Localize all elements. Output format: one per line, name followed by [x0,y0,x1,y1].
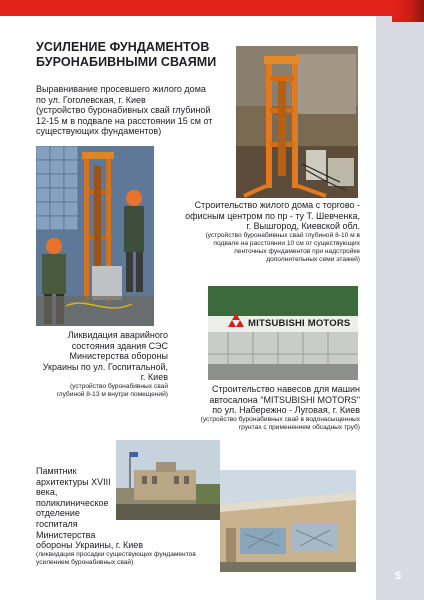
caption-ses [36,330,168,399]
caption-note: усилением буронабивных свай) [36,558,134,566]
page-title [36,40,236,70]
caption-text: Строительство жилого дома с торгово - [194,200,360,210]
caption-vyshgorod [150,200,360,264]
caption-text: архитектуры XVIII [36,476,111,487]
drilling-rig-outdoor-image [236,46,358,198]
caption-text: 12-15 м в подвале на расстоянии 15 см от [36,115,213,126]
mitsubishi-showroom-image [208,286,358,380]
caption-text: г. Вышгород, Киевской обл. [246,221,360,232]
caption-mitsubishi [176,384,360,432]
title-line-2: БУРОНАБИВНЫМИ СВАЯМИ [36,55,217,69]
caption-text: Строительство навесов для машин [212,384,360,394]
caption-text: Министерства [36,529,96,540]
top-red-bar [0,0,424,16]
caption-note: (устройство буронабивных свай [69,382,168,390]
caption-note: дополнительных семи этажей) [266,255,360,263]
corner-accent [392,0,424,22]
caption-text: г. Киев [140,372,168,383]
caption-text: Министерства обороны [69,351,168,362]
photo-building-mosaic [220,470,356,572]
caption-note: грунтах с применением обсадных труб) [238,423,360,431]
mitsubishi-sign-text: MITSUBISHI MOTORS [248,318,351,329]
caption-note: глубиной 8-13 м внутри помещений) [56,390,168,398]
caption-note: (устройство буронабивных свай в водонасыщенных [200,415,360,423]
caption-note: подвале на расстоянии 10 см от существующих [213,239,360,247]
caption-text: по ул. Гоголевская, г. Киев [36,94,146,105]
caption-text: Ликвидация аварийного [67,330,168,340]
building-mosaic-image [220,470,356,572]
caption-text: существующих фундаментов) [36,126,162,137]
caption-text: отделение [36,508,80,519]
caption-note: (ликвидация просадки существующих фундаментов [36,550,196,558]
caption-text: автосалона "MITSUBISHI MOTORS" [209,394,360,405]
caption-text: Выравнивание просевшего жилого дома [36,84,206,94]
caption-text: обороны Украины, г. Киев [36,540,144,551]
workers-indoor-image [36,146,154,326]
caption-text: века, [36,487,58,498]
caption-text: состояния здания СЭС [71,340,168,351]
caption-text: Украины по ул. Госпитальной, [42,361,168,372]
caption-text: госпиталя [36,518,78,529]
caption-monument [36,466,226,567]
caption-text: офисным центром по пр - ту Т. Шевченка, [185,210,360,221]
caption-note: ленточных фундаментов при надстройке [233,247,360,255]
photo-drilling-rig-outdoor [236,46,358,198]
photo-mitsubishi-showroom [208,286,358,380]
title-line-1: УСИЛЕНИЕ ФУНДАМЕНТОВ [36,40,210,54]
caption-gogol [36,84,236,137]
photo-workers-indoor [36,146,154,326]
caption-note: (устройство буронабивных свай глубиной 8-10 м в [205,231,360,239]
caption-text: Памятник [36,466,77,476]
side-panel [376,16,424,600]
caption-text: поликлиническое [36,497,109,508]
caption-text: (устройство буронабивных свай глубиной [36,105,211,116]
page-number: 5 [394,570,402,582]
caption-text: по ул. Набережно - Луговая, г. Киев [212,405,360,416]
